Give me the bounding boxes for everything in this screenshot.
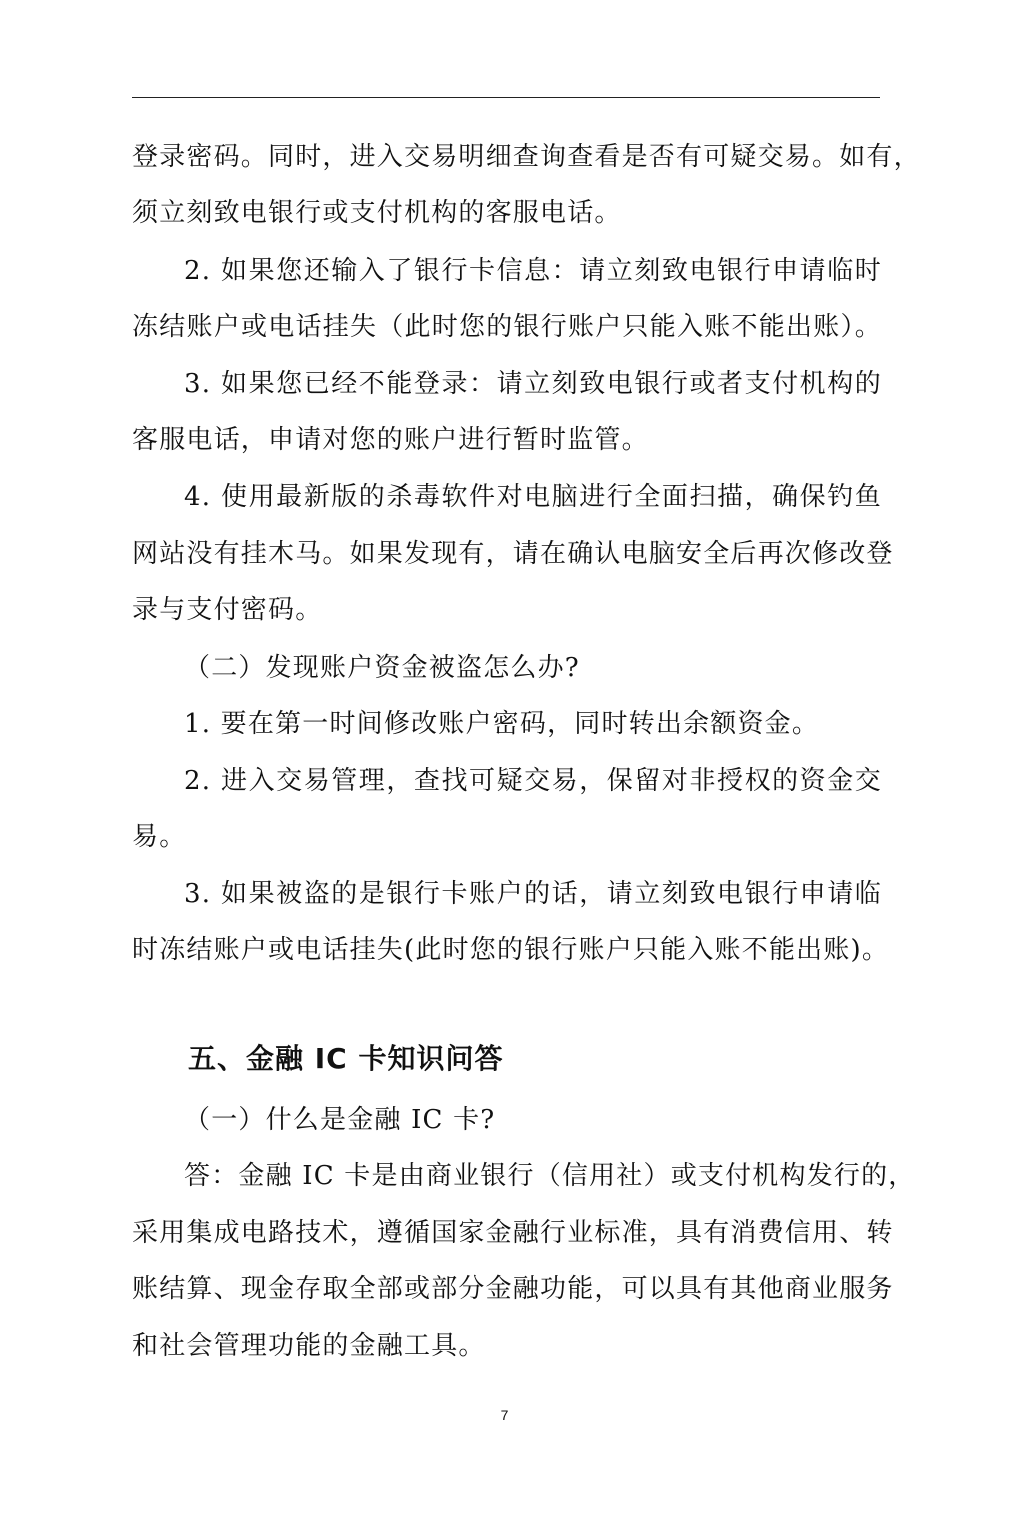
text-line: 2. 如果您还输入了银行卡信息：请立刻致电银行申请临时 [184, 256, 882, 286]
text-line: 冻结账户或电话挂失（此时您的银行账户只能入账不能出账）。 [132, 312, 882, 342]
subsection-heading: （一）什么是金融 IC 卡? [184, 1105, 496, 1135]
subsection-heading: （二）发现账户资金被盗怎么办? [184, 653, 580, 683]
text-line: 1. 要在第一时间修改账户密码，同时转出余额资金。 [184, 709, 820, 739]
text-line: 客服电话，申请对您的账户进行暂时监管。 [132, 425, 649, 455]
text-line: 3. 如果您已经不能登录：请立刻致电银行或者支付机构的 [184, 369, 882, 399]
text-line: 网站没有挂木马。如果发现有，请在确认电脑安全后再次修改登 [132, 539, 894, 569]
header-rule [132, 97, 880, 98]
text-line: 2. 进入交易管理，查找可疑交易，保留对非授权的资金交 [184, 766, 882, 796]
text-line: 答：金融 IC 卡是由商业银行（信用社）或支付机构发行的， [184, 1161, 916, 1191]
text-line: 和社会管理功能的金融工具。 [132, 1331, 486, 1361]
section-heading: 五、金融 IC 卡知识问答 [188, 1042, 504, 1075]
text-line: 时冻结账户或电话挂失(此时您的银行账户只能入账不能出账)。 [132, 935, 890, 965]
text-line: 采用集成电路技术，遵循国家金融行业标准，具有消费信用、转 [132, 1218, 894, 1248]
text-line: 3. 如果被盗的是银行卡账户的话，请立刻致电银行申请临 [184, 879, 882, 909]
page-number: 7 [500, 1407, 509, 1423]
text-line: 4. 使用最新版的杀毒软件对电脑进行全面扫描，确保钓鱼 [184, 482, 882, 512]
text-line: 登录密码。同时，进入交易明细查询查看是否有可疑交易。如有， [132, 142, 921, 172]
text-line: 易。 [132, 822, 187, 852]
text-line: 账结算、现金存取全部或部分金融功能，可以具有其他商业服务 [132, 1274, 894, 1304]
text-line: 录与支付密码。 [132, 595, 323, 625]
text-line: 须立刻致电银行或支付机构的客服电话。 [132, 198, 622, 228]
